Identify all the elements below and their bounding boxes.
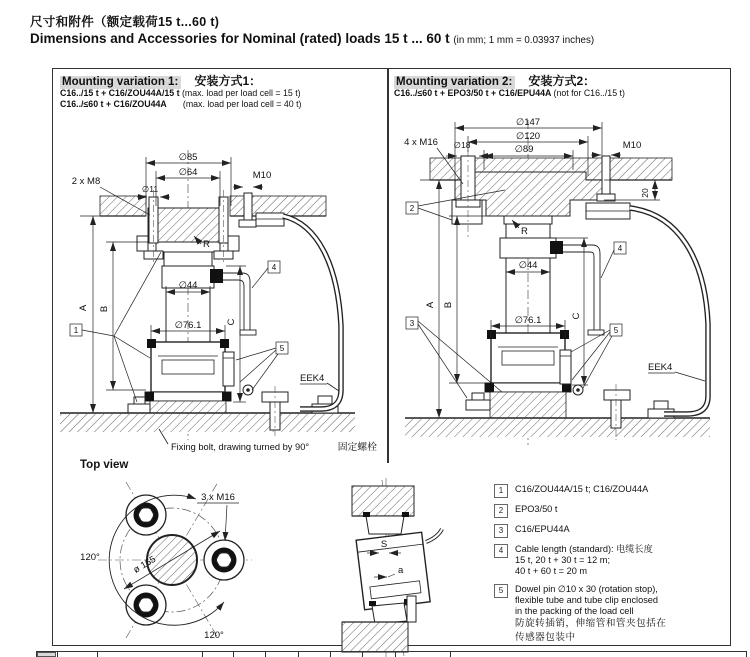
legend-num-4: 4 [494,544,508,558]
p1-dim-d64: ∅64 [178,167,198,178]
p2-dim-d76: ∅76.1 [514,315,542,326]
legend-text-5-line5: 传感器包装中 [515,631,576,643]
top-view-bolt-right [204,540,244,580]
p2-dim-m16: 4 x M16 [404,137,438,148]
tilt-bottom-block [342,622,408,652]
top-view-bolt-upper-left [126,495,166,535]
tilt-side-pin [407,596,416,622]
p1-dim-A: A [78,304,89,312]
top-view-m16-label: 3 x M16 [201,492,235,503]
tilt-label-a: a [398,565,404,576]
legend-item-4 [494,544,726,578]
p2-callout-3: 3 [409,319,415,328]
p1-label-eek4: EEK4 [300,373,325,384]
legend-item-1 [494,484,726,498]
p1-label-r: R [203,239,210,250]
legend [494,484,726,650]
p2-callout-2: 2 [409,204,415,213]
legend-item-2 [494,504,726,518]
panel2-heading-zh: 安装方式2： [528,74,596,88]
legend-text-5-line1: Dowel pin ∅10 x 30 (rotation stop), [515,583,658,594]
legend-item-5 [494,584,726,645]
p1-dim-d76: ∅76.1 [174,320,202,331]
legend-text-2: EPO3/50 t [515,504,558,514]
legend-text-5-line2: flexible tube and tube clip enclosed [515,594,659,605]
tilt-label-s: S [380,539,388,550]
page-title-zh: 尺寸和附件（额定载荷15 t...60 t) [30,15,220,29]
fixing-bolt-caption-zh: 固定螺栓 [337,442,377,453]
p1-callout-1: 1 [73,326,79,335]
p2-dim-B: B [443,301,454,309]
p2-dim-d89: ∅89 [514,144,534,155]
tilt-cylinder [356,532,430,610]
panel1-config-line1-code: C16../15 t + C16/ZOU44A/15 t [60,88,180,98]
p2-dim-d120: ∅120 [515,131,541,142]
legend-text-3: C16/EPU44A [515,524,570,534]
fixing-bolt-caption-en: Fixing bolt, drawing turned by 90° [171,442,310,452]
top-view-angle-bottom: 120° [204,630,224,641]
panel2-heading-en: Mounting variation 2: [394,76,515,89]
top-view-title: Top view [80,459,129,471]
legend-text-5-line3: in the packing of the load cell [515,606,634,617]
panel1-config-line2-code: C16../≤60 t + C16/ZOU44A [60,99,167,109]
p1-dim-d85: ∅85 [178,152,198,163]
p1-foundation [60,397,355,432]
p1-dim-m10: M10 [252,170,272,181]
panel1-heading-en: Mounting variation 1: [60,76,181,89]
legend-text-4-line2: 15 t, 20 t + 30 t = 12 m; [515,555,610,566]
p2-label-r: R [521,226,528,237]
top-view-angle-left: 120° [80,552,100,563]
panel2-config-line1-code: C16../≤60 t + EPO3/50 t + C16/EPU44A [394,88,552,98]
legend-text-4-line3: 40 t + 60 t = 20 m [515,566,588,577]
legend-num-5: 5 [494,584,508,598]
p1-dim-B: B [99,305,110,313]
legend-text-5-line4: 防旋转插销，伸缩管和管夹包括在 [515,618,667,630]
fixing-bolt-caption [171,439,377,453]
legend-num-2: 2 [494,504,508,518]
p1-dim-C: C [226,318,237,326]
p2-dim-m10: M10 [622,140,642,151]
p1-dim-d44: ∅44 [178,280,198,291]
legend-num-1: 1 [494,484,508,498]
p2-dim-20: 20 [640,188,650,198]
p2-dim-d44: ∅44 [518,260,538,271]
p2-callout-5: 5 [613,326,619,335]
p1-dim-d11: ∅11 [141,184,159,194]
p2-callout-4: 4 [617,244,623,253]
p2-label-eek4: EEK4 [648,362,673,373]
tilted-cell-drawing [342,478,442,657]
p2-cable [630,208,708,414]
panel2-config-line1-note: (not for C16../15 t) [553,88,625,98]
page-title-en-text: Dimensions and Accessories for Nominal (rated) loads 15 t ... 60 t [30,31,450,46]
p2-dim-C: C [571,312,582,320]
tilt-top-block [352,486,414,516]
page-title-unit-note: (in mm; 1 mm = 0.03937 inches) [453,35,595,46]
legend-text-1: C16/ZOU44A/15 t; C16/ZOU44A [515,484,649,494]
p1-dim-m8: 2 x M8 [71,176,101,187]
p1-callout-4: 4 [271,263,277,272]
p2-dim-d147: ∅147 [515,117,541,128]
p2-dim-A: A [425,301,436,309]
legend-item-3 [494,524,726,538]
p2-dim-d18: ∅18 [453,140,471,150]
legend-num-3: 3 [494,524,508,538]
top-view-drawing [80,482,252,641]
p2-connector-tube [563,245,604,335]
panel1-config-line2-note: (max. load per load cell = 40 t) [182,99,302,109]
mounting-variation-2-drawing [404,117,710,445]
panel1-heading-zh: 安装方式1： [194,74,262,88]
bottom-table-gray-cell [37,652,56,657]
top-view-d165-label: ø 165 [131,553,158,576]
legend-text-4-line1: Cable length (standard): 电缆长度 [515,544,653,554]
p1-callout-5: 5 [279,344,285,353]
panel1-config-line1-note: (max. load per load cell = 15 t) [182,88,301,98]
mounting-variation-1-drawing [60,150,355,444]
p1-dowel-pin [223,352,253,395]
